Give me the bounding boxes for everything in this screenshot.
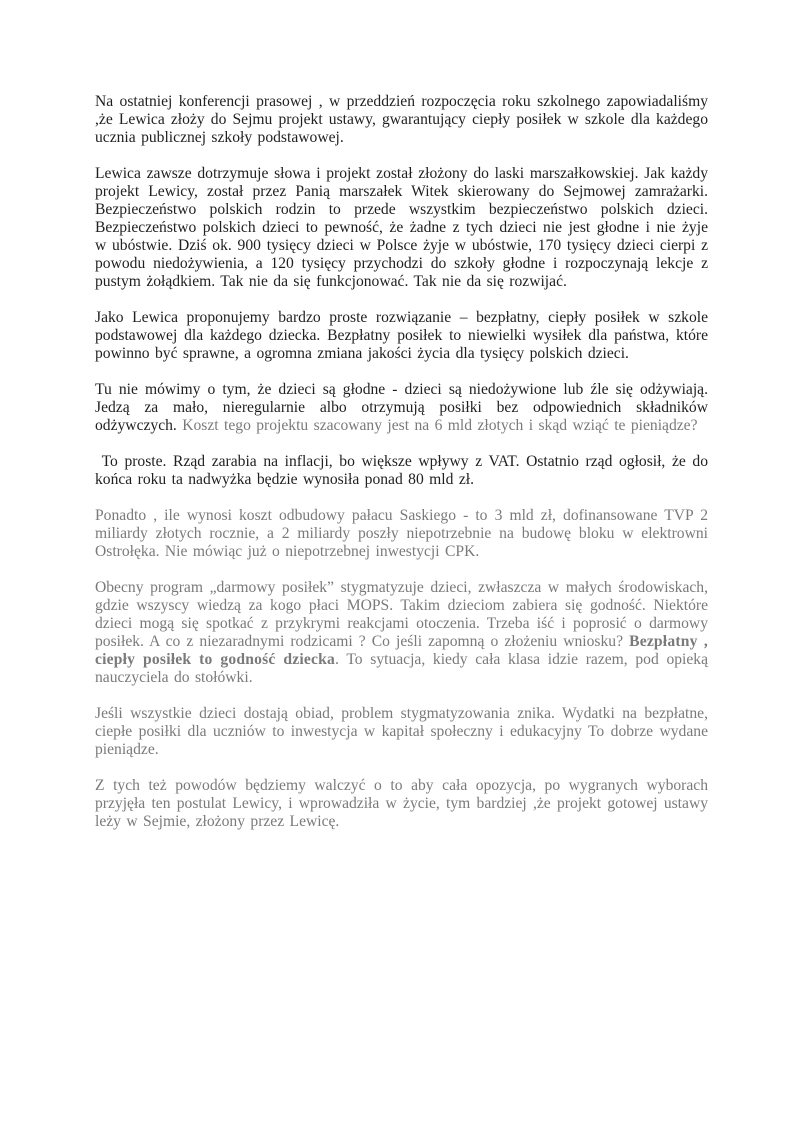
text-segment: Obecny program „darmowy posiłek” stygmatyzuje dzieci, zwłaszcza w małych środowiskach, gdzie wszyscy wiedzą za kogo płaci MOPS. Takim dzieciom zabiera się godność. Niektóre dzieci mogą się spotkać z przykrymi reakcjami otoczenia. Trzeba iść i poprosić o darmowy posiłek. A co z niezaradnymi rodzicami ? Co jeśli zapomną o złożeniu wniosku?	[95, 579, 708, 650]
text-segment: Na ostatniej konferencji prasowej , w przeddzień rozpoczęcia roku szkolnego zapowiadaliśmy ,że Lewica złoży do Sejmu projekt ustawy, gwarantujący ciepły posiłek w szkole dla każdego ucznia publicznej szkoły podstawowej.	[95, 93, 708, 146]
text-segment: Tu nie mówimy o tym, że dzieci są głodne - dzieci są niedożywione lub źle się odżywiają. Jedzą za mało, nieregularnie albo otrzymują posiłki bez odpowiednich składników odżywczych.	[95, 381, 708, 434]
text-segment: Lewica zawsze dotrzymuje słowa i projekt został złożony do laski marszałkowskiej. Jak każdy projekt Lewicy, został przez Panią marszałek Witek skierowany do Sejmowej zamrażarki. Bezpieczeństwo polskich rodzin to przede wszystkim bezpieczeństwo polskich dzieci. Bezpieczeństwo polskich dzieci to pewność, że żadne z tych dzieci nie jest głodne i nie żyje w ubóstwie. Dziś ok. 900 tysięcy dzieci w Polsce żyje w ubóstwie, 170 tysięcy dzieci cierpi z powodu niedożywienia, a 120 tysięcy przychodzi do szkoły głodne i rozpoczynają lekcje z pustym żołądkiem. Tak nie da się funkcjonować. Tak nie da się rozwijać.	[95, 165, 708, 290]
paragraph	[95, 453, 708, 489]
text-segment: Z tych też powodów będziemy walczyć o to aby cała opozycja, po wygranych wyborach przyjęła ten postulat Lewicy, i wprowadziła w życie, tym bardziej ,że projekt gotowej ustawy leży w Sejmie, złożony przez Lewicę.	[95, 777, 708, 830]
text-segment: Bezpłatny , ciepły posiłek to godność dziecka	[95, 633, 708, 668]
text-segment: Jeśli wszystkie dzieci dostają obiad, problem stygmatyzowania znika. Wydatki na bezpłatne, ciepłe posiłki dla uczniów to inwestycja w kapitał społeczny i edukacyjny To dobrze wydane pieniądze.	[95, 705, 708, 758]
text-segment: Jako Lewica proponujemy bardzo proste rozwiązanie – bezpłatny, ciepły posiłek w szkole podstawowej dla każdego dziecka. Bezpłatny posiłek to niewielki wysiłek dla państwa, które powinno być sprawne, a ogromna zmiana jakości życia dla tysięcy polskich dzieci.	[95, 309, 708, 362]
paragraph	[95, 381, 708, 435]
paragraph	[95, 309, 708, 363]
document-body	[95, 93, 708, 831]
text-segment: To proste. Rząd zarabia na inflacji, bo większe wpływy z VAT. Ostatnio rząd ogłosił, że do końca roku ta nadwyżka będzie wynosiła ponad 80 mld zł.	[95, 453, 708, 488]
paragraph	[95, 777, 708, 831]
text-segment: . To sytuacja, kiedy cała klasa idzie razem, pod opieką nauczyciela do stołówki.	[95, 651, 709, 686]
text-segment: Koszt tego projektu szacowany jest na 6 mld złotych i skąd wziąć te pieniądze?	[182, 417, 698, 434]
paragraph	[95, 705, 708, 759]
text-segment: Ponadto , ile wynosi koszt odbudowy pałacu Saskiego - to 3 mld zł, dofinansowane TVP 2 miliardy złotych rocznie, a 2 miliardy poszły niepotrzebnie na budowę bloku w elektrowni Ostrołęka. Nie mówiąc już o niepotrzebnej inwestycji CPK.	[95, 507, 708, 560]
paragraph	[95, 579, 708, 687]
paragraph	[95, 507, 708, 561]
paragraph	[95, 165, 708, 291]
paragraph	[95, 93, 708, 147]
